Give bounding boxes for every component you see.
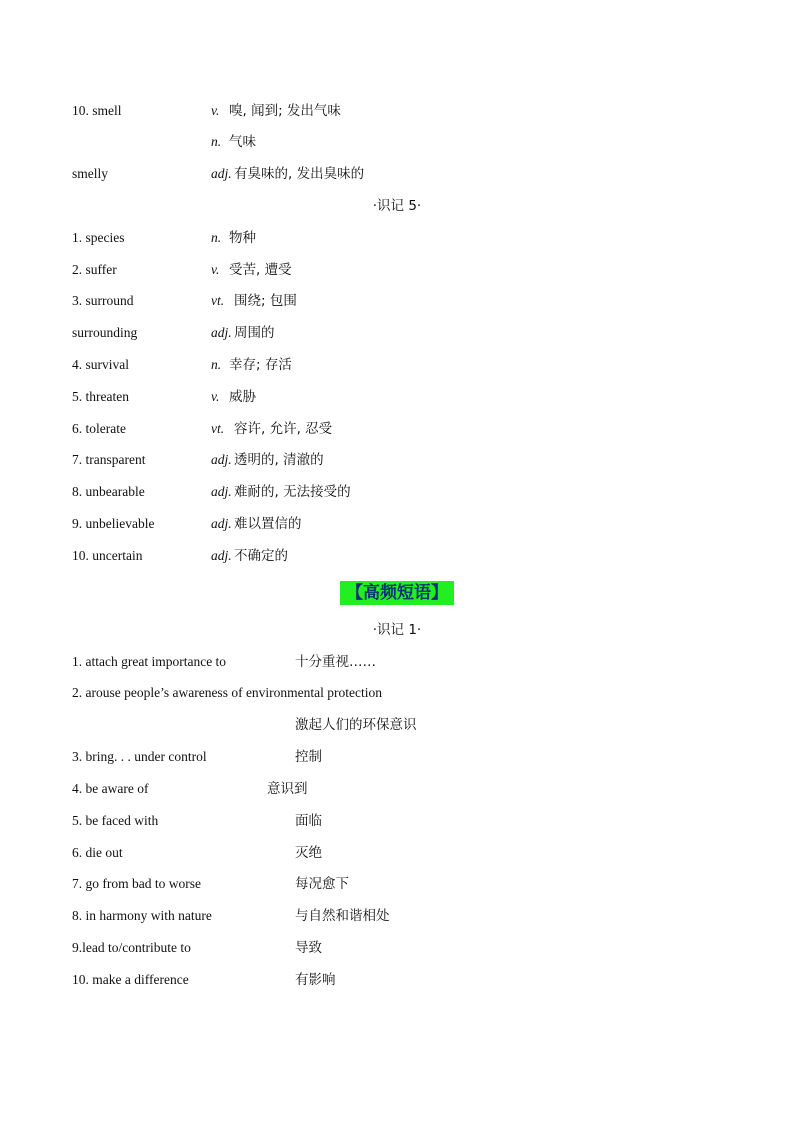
part-of-speech: v. (211, 389, 220, 404)
section-marker-label: ·识记 5· (372, 198, 422, 214)
vocab-word: smelly (72, 166, 108, 181)
part-of-speech: vt. (211, 421, 225, 436)
vocab-word: surrounding (72, 325, 138, 340)
vocab-meaning: 嗅, 闻到; 发出气味 (229, 103, 341, 119)
part-of-speech: adj. (211, 484, 232, 499)
phrase-text: 7. go from bad to worse (72, 876, 201, 891)
phrases-heading: 【高频短语】 (340, 581, 454, 605)
vocab-word: 4. survival (72, 357, 129, 372)
phrase-meaning: 面临 (295, 813, 322, 829)
phrase-text: 3. bring. . . under control (72, 749, 207, 764)
phrase-meaning: 导致 (295, 940, 322, 956)
part-of-speech: n. (211, 357, 222, 372)
part-of-speech: vt. (211, 293, 225, 308)
part-of-speech: adj. (211, 452, 232, 467)
phrase-meaning: 灭绝 (295, 845, 322, 861)
part-of-speech: n. (211, 230, 222, 245)
phrase-text: 9.lead to/contribute to (72, 940, 191, 955)
vocab-meaning: 有臭味的, 发出臭味的 (234, 166, 365, 182)
vocab-word: 6. tolerate (72, 421, 126, 436)
vocab-word: 10. uncertain (72, 548, 143, 563)
part-of-speech: adj. (211, 325, 232, 340)
section-marker (0, 196, 794, 216)
phrase-text: 4. be aware of (72, 781, 149, 796)
phrase-text: 1. attach great importance to (72, 654, 227, 669)
part-of-speech: adj. (211, 516, 232, 531)
phrase-text: 5. be faced with (72, 813, 159, 828)
phrase-text: 2. arouse people’s awareness of environmental protection (72, 685, 383, 700)
part-of-speech: adj. (211, 548, 232, 563)
phrase-meaning: 有影响 (295, 972, 336, 988)
phrase-meaning: 每况愈下 (295, 876, 349, 892)
vocab-meaning: 物种 (229, 230, 256, 246)
vocab-meaning: 透明的, 清澈的 (234, 452, 324, 468)
vocab-meaning: 围绕; 包围 (234, 293, 297, 309)
vocab-meaning: 难耐的, 无法接受的 (234, 484, 351, 500)
phrase-text: 6. die out (72, 845, 123, 860)
section-marker-label: ·识记 1· (372, 622, 422, 638)
vocab-word: 3. surround (72, 293, 134, 308)
section-marker (0, 620, 794, 640)
part-of-speech: adj. (211, 166, 232, 181)
vocab-meaning: 不确定的 (234, 548, 288, 564)
part-of-speech: v. (211, 262, 220, 277)
phrase-meaning: 意识到 (267, 781, 308, 797)
vocab-meaning: 受苦, 遭受 (229, 262, 292, 278)
part-of-speech: v. (211, 103, 220, 118)
phrase-meaning: 控制 (295, 749, 322, 765)
vocab-word: 8. unbearable (72, 484, 145, 499)
phrase-meaning: 十分重视…… (295, 654, 376, 670)
part-of-speech: n. (211, 134, 222, 149)
vocab-word: 5. threaten (72, 389, 129, 404)
vocab-meaning: 难以置信的 (234, 516, 302, 532)
vocab-meaning: 幸存; 存活 (229, 357, 292, 373)
phrase-text: 10. make a difference (72, 972, 189, 987)
phrase-text: 8. in harmony with nature (72, 908, 212, 923)
vocab-meaning: 气味 (229, 134, 256, 150)
vocab-word: 10. smell (72, 103, 122, 118)
vocab-word: 7. transparent (72, 452, 146, 467)
vocab-word: 9. unbelievable (72, 516, 155, 531)
phrase-meaning: 与自然和谐相处 (295, 908, 390, 924)
vocab-meaning: 容许, 允许, 忍受 (234, 421, 333, 437)
vocab-word: 1. species (72, 230, 125, 245)
vocab-meaning: 周围的 (234, 325, 275, 341)
vocab-word: 2. suffer (72, 262, 117, 277)
phrase-meaning: 激起人们的环保意识 (295, 717, 417, 733)
vocab-meaning: 威胁 (229, 389, 256, 405)
